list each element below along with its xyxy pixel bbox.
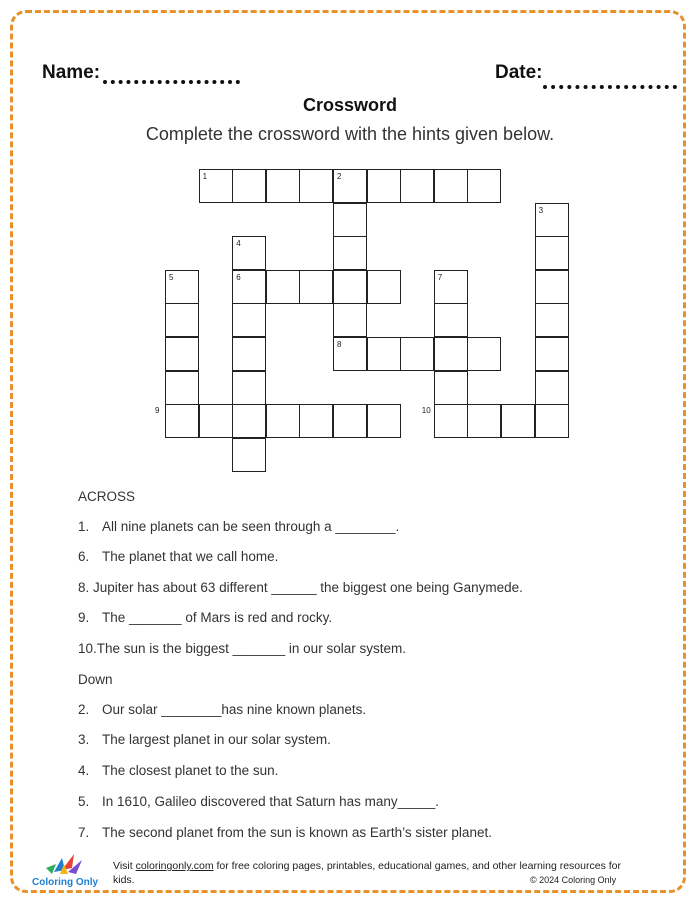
clue-down-7: 7. The second planet from the sun is known as Earth’s sister planet.: [78, 825, 492, 840]
clue-down-3: 3. The largest planet in our solar system.: [78, 732, 331, 747]
crossword-cell[interactable]: [232, 169, 266, 203]
clue-number: 3: [538, 205, 544, 215]
crossword-cell[interactable]: [535, 404, 569, 438]
crossword-cell[interactable]: [232, 303, 266, 337]
clue-across-1: 1. All nine planets can be seen through a ________.: [78, 519, 400, 534]
crossword-cell[interactable]: [199, 404, 233, 438]
clue-number-outside: 9: [155, 406, 160, 416]
crossword-cell[interactable]: [299, 270, 333, 304]
clue-down-4: 4. The closest planet to the sun.: [78, 763, 279, 778]
clue-number: 6: [236, 272, 241, 282]
crossword-cell[interactable]: [165, 270, 199, 304]
footer-message: Visit coloringonly.com for free coloring pages, printables, educational games, and other learning resources for kids.: [113, 860, 621, 886]
crossword-cell[interactable]: [434, 337, 468, 371]
crossword-cell[interactable]: [400, 169, 434, 203]
page-title: Crossword: [302, 95, 398, 115]
crossword-cell[interactable]: [232, 404, 266, 438]
crossword-cell[interactable]: [535, 203, 569, 237]
name-label: Name:: [42, 62, 101, 83]
crossword-cell[interactable]: [333, 303, 367, 337]
crossword-cell[interactable]: [467, 337, 501, 371]
crossword-cell[interactable]: [434, 303, 468, 337]
logo-stars-icon: [32, 850, 96, 878]
crossword-cell[interactable]: [434, 371, 468, 405]
crossword-cell[interactable]: [535, 236, 569, 270]
crossword-cell[interactable]: [367, 169, 401, 203]
clue-across-10: 10.The sun is the biggest _______ in our solar system.: [78, 641, 406, 656]
across-heading: ACROSS: [78, 489, 136, 504]
crossword-cell[interactable]: [501, 404, 535, 438]
coloring-only-logo: [32, 850, 99, 894]
crossword-cell[interactable]: [232, 270, 266, 304]
clue-number: 4: [236, 239, 241, 249]
crossword-cell[interactable]: [434, 169, 468, 203]
crossword-cell[interactable]: [165, 303, 199, 337]
crossword-cell[interactable]: [367, 270, 401, 304]
crossword-cell[interactable]: [333, 404, 367, 438]
crossword-cell[interactable]: [232, 438, 266, 472]
crossword-cell[interactable]: [165, 337, 199, 371]
crossword-cell[interactable]: [367, 404, 401, 438]
crossword-cell[interactable]: [232, 371, 266, 405]
clue-across-8: 8. Jupiter has about 63 different ______ the biggest one being Ganymede.: [78, 580, 523, 595]
crossword-cell[interactable]: [400, 337, 434, 371]
instructions: Complete the crossword with the hints given below.: [145, 124, 555, 144]
clue-down-2: 2. Our solar ________has nine known planets.: [78, 702, 367, 717]
crossword-cell[interactable]: [232, 236, 266, 270]
crossword-cell[interactable]: [299, 169, 333, 203]
clue-number: 5: [169, 272, 174, 282]
crossword-cell[interactable]: [467, 169, 501, 203]
crossword-cell[interactable]: [299, 404, 333, 438]
crossword-cell[interactable]: [535, 270, 569, 304]
crossword-cell[interactable]: [333, 169, 367, 203]
clue-down-5: 5. In 1610, Galileo discovered that Saturn has many_____.: [78, 794, 439, 809]
crossword-cell[interactable]: [165, 371, 199, 405]
crossword-cell[interactable]: [535, 303, 569, 337]
crossword-cell[interactable]: [467, 404, 501, 438]
crossword-cell[interactable]: [333, 203, 367, 237]
copyright: © 2024 Coloring Only: [530, 875, 617, 885]
crossword-cell[interactable]: [266, 270, 300, 304]
down-heading: Down: [78, 672, 113, 687]
crossword-cell[interactable]: [199, 169, 233, 203]
crossword-cell[interactable]: [266, 404, 300, 438]
date-label: Date:: [495, 62, 543, 83]
clue-number-outside: 10: [421, 406, 431, 416]
crossword-cell[interactable]: [333, 270, 367, 304]
crossword-cell[interactable]: [434, 404, 468, 438]
crossword-cell[interactable]: [266, 169, 300, 203]
crossword-cell[interactable]: [165, 404, 199, 438]
crossword-cell[interactable]: [535, 371, 569, 405]
crossword-cell[interactable]: [434, 270, 468, 304]
crossword-cell[interactable]: [333, 337, 367, 371]
logo-text: Coloring Only: [32, 877, 99, 888]
clue-number: 8: [337, 340, 342, 349]
crossword-cell[interactable]: [232, 337, 266, 371]
clue-number: 7: [437, 272, 443, 282]
crossword-cell[interactable]: [333, 236, 367, 270]
clue-across-9: 9. The _______ of Mars is red and rocky.: [78, 610, 333, 625]
clue-number: 2: [337, 172, 342, 181]
crossword-cell[interactable]: [535, 337, 569, 371]
coloringonly-link[interactable]: coloringonly.com: [135, 860, 214, 872]
clue-number: 1: [202, 172, 208, 181]
crossword-cell[interactable]: [367, 337, 401, 371]
clue-across-6: 6. The planet that we call home.: [78, 549, 279, 564]
